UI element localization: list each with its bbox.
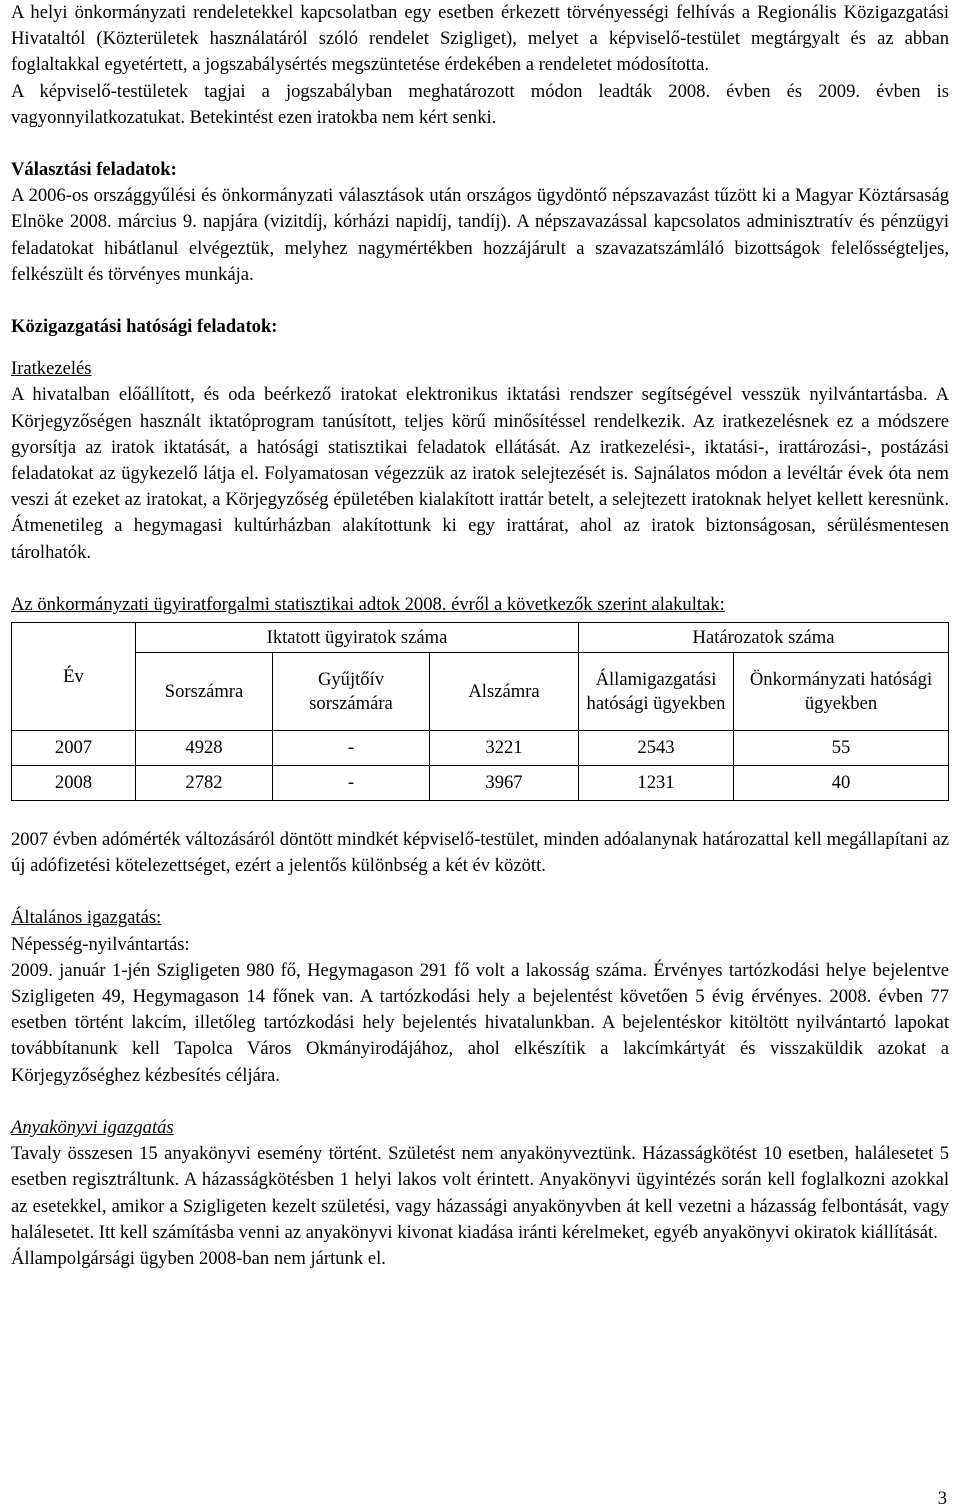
table-row <box>12 731 949 766</box>
cell-gyujtoiv: - <box>273 731 430 766</box>
cell-sorszamra: 4928 <box>136 731 273 766</box>
page-number: 3 <box>937 1488 947 1509</box>
cell-year: 2008 <box>12 766 136 801</box>
paragraph-anyakonyvi: Tavaly összesen 15 anyakönyvi esemény történt. Születést nem anyakönyveztünk. Házasságkötést 10 esetben, halálesetet 5 esetben regisztráltunk. A házasságkötésben 1 helyi lakos volt érintett. Anyakönyvi ügyintézés során kell foglalkozni azokkal az esetekkel, amikor a Szigligeten kezelt születési, vagy házassági anyakönyvben át kell vezetni a házasság felbontását, vagy halálesetet. Itt kell számításba venni az anyakönyvi kivonat kiadása iránti kérelmeket, egyéb anyakönyvi okiratok kiállítását. <box>11 1143 949 1243</box>
table-row <box>12 766 949 801</box>
paragraph-rendeletek: A helyi önkormányzati rendeletekkel kapcsolatban egy esetben érkezett törvényességi felhívás a Regionális Közigazgatási Hivataltól (Közterületek használatáról szóló rendelet Szigliget), melyet a képviselő-testület megtárgyalt és az abban foglaltakkal egyetértett, a jogszabálysértés megszüntetése érdekében a rendeletet módosította. <box>11 2 949 76</box>
heading-valasztasi: Választási feladatok: <box>11 159 177 181</box>
header-ev: Év <box>12 623 136 731</box>
cell-gyujtoiv: - <box>273 766 430 801</box>
paragraph-vagyonnyilatkozat: A képviselő-testületek tagjai a jogszabályban meghatározott módon leadták 2008. évben és 2009. évben is vagyonnyilatkozatukat. Betekintést ezen iratokba nem kért senki. <box>11 80 949 128</box>
header-hatarozatok: Határozatok száma <box>579 623 949 653</box>
spacer <box>11 131 949 157</box>
stats-table <box>11 622 949 801</box>
cell-onkorm: 40 <box>734 766 949 801</box>
spacer <box>11 288 949 314</box>
cell-allamig: 1231 <box>579 766 734 801</box>
header-gyujtoiv: Gyűjtőív sorszámára <box>273 653 430 731</box>
heading-nepesseg: Népesség-nyilvántartás: <box>11 933 190 955</box>
paragraph-allampolgarsag: Állampolgársági ügyben 2008-ban nem jártunk el. <box>11 1247 386 1269</box>
header-onkormanyzati: Önkormányzati hatósági ügyekben <box>734 653 949 731</box>
spacer <box>11 801 949 827</box>
header-sorszamra: Sorszámra <box>136 653 273 731</box>
cell-allamig: 2543 <box>579 731 734 766</box>
paragraph-iratkezeles: A hivatalban előállított, és oda beérkező iratokat elektronikus iktatási rendszer segítségével vesszük nyilvántartásba. A Körjegyzőségen használt iktatóprogram tanúsított, teljes körű minősítéssel rendelkezik. Az iratkezelésnek ez a módszere gyorsítja az iratok iktatását, a hatósági statisztikai feladatok ellátását. Az iratkezelési-, iktatási-, irattározási-, postázási feladatokat az ügykezelő látja el. Folyamatosan végezzük az iratok selejtezését is. Sajnálatos módon a levéltár évek óta nem veszi át ezeket az iratokat, a Körjegyzőség épületében kialakított irattár betelt, a selejtezett iratoknak helyet kellett keresnünk. Átmenetileg a hegymagasi kultúrházban alakítottunk ki egy irattárat, ahol az iratok biztonságosan, sérülésmentesen tárolhatók. <box>11 384 949 563</box>
stat-intro: Az önkormányzati ügyiratforgalmi statisztikai adtok 2008. évről a következők szerint alakultak: <box>11 593 725 615</box>
paragraph-ado: 2007 évben adómérték változásáról döntött mindkét képviselő-testület, minden adóalanynak határozattal kell megállapítani az új adófizetési kötelezettséget, ezért a jelentős különbség a két év között. <box>11 829 949 877</box>
spacer <box>11 1089 949 1115</box>
cell-sorszamra: 2782 <box>136 766 273 801</box>
table-header-row <box>12 623 949 653</box>
document-page <box>11 0 949 1272</box>
paragraph-valasztasi: A 2006-os országgyűlési és önkormányzati választások után országos ügydöntő népszavazást tűzött ki a Magyar Köztársaság Elnöke 2008. március 9. napjára (vizitdíj, kórházi napidíj, tandíj). A népszavazással kapcsolatos adminisztratív és pénzügyi feladatokat hibátlanul elvégeztük, melyhez nagymértékben hozzájárult a szavazatszámláló bizottságok felelősségteljes, felkészült és törvényes munkája. <box>11 185 949 285</box>
table-subheader-row <box>12 653 949 731</box>
cell-alszamra: 3221 <box>430 731 579 766</box>
cell-onkorm: 55 <box>734 731 949 766</box>
header-allamigazgatasi: Államigazgatási hatósági ügyekben <box>579 653 734 731</box>
header-alszamra: Alszámra <box>430 653 579 731</box>
heading-altalanos: Általános igazgatás: <box>11 907 162 929</box>
header-iktatott: Iktatott ügyiratok száma <box>136 623 579 653</box>
spacer <box>11 340 949 356</box>
paragraph-nepesseg: 2009. január 1-jén Szigligeten 980 fő, Hegymagason 291 fő volt a lakosság száma. Érvényes tartózkodási helye bejelentve Szigligeten 49, Hegymagason 14 főnek van. A tartózkodási hely a bejelentést követően 5 évig érvényes. 2008. évben 77 esetben történt lakcím, illetőleg tartózkodási hely bejelentés hivatalunkban. A bejelentéskor kitöltött nyilvántartó lapokat továbbítanunk kell Tapolca Város Okmányirodájához, ahol elkészítik a lakcímkártyát és visszaküldik azokat a Körjegyzőséghez kézbesítés céljára. <box>11 959 949 1086</box>
cell-year: 2007 <box>12 731 136 766</box>
spacer <box>11 566 949 592</box>
spacer <box>11 879 949 905</box>
heading-kozigazgatasi: Közigazgatási hatósági feladatok: <box>11 316 278 338</box>
heading-iratkezeles: Iratkezelés <box>11 358 92 380</box>
cell-alszamra: 3967 <box>430 766 579 801</box>
heading-anyakonyvi: Anyakönyvi igazgatás <box>11 1116 174 1138</box>
